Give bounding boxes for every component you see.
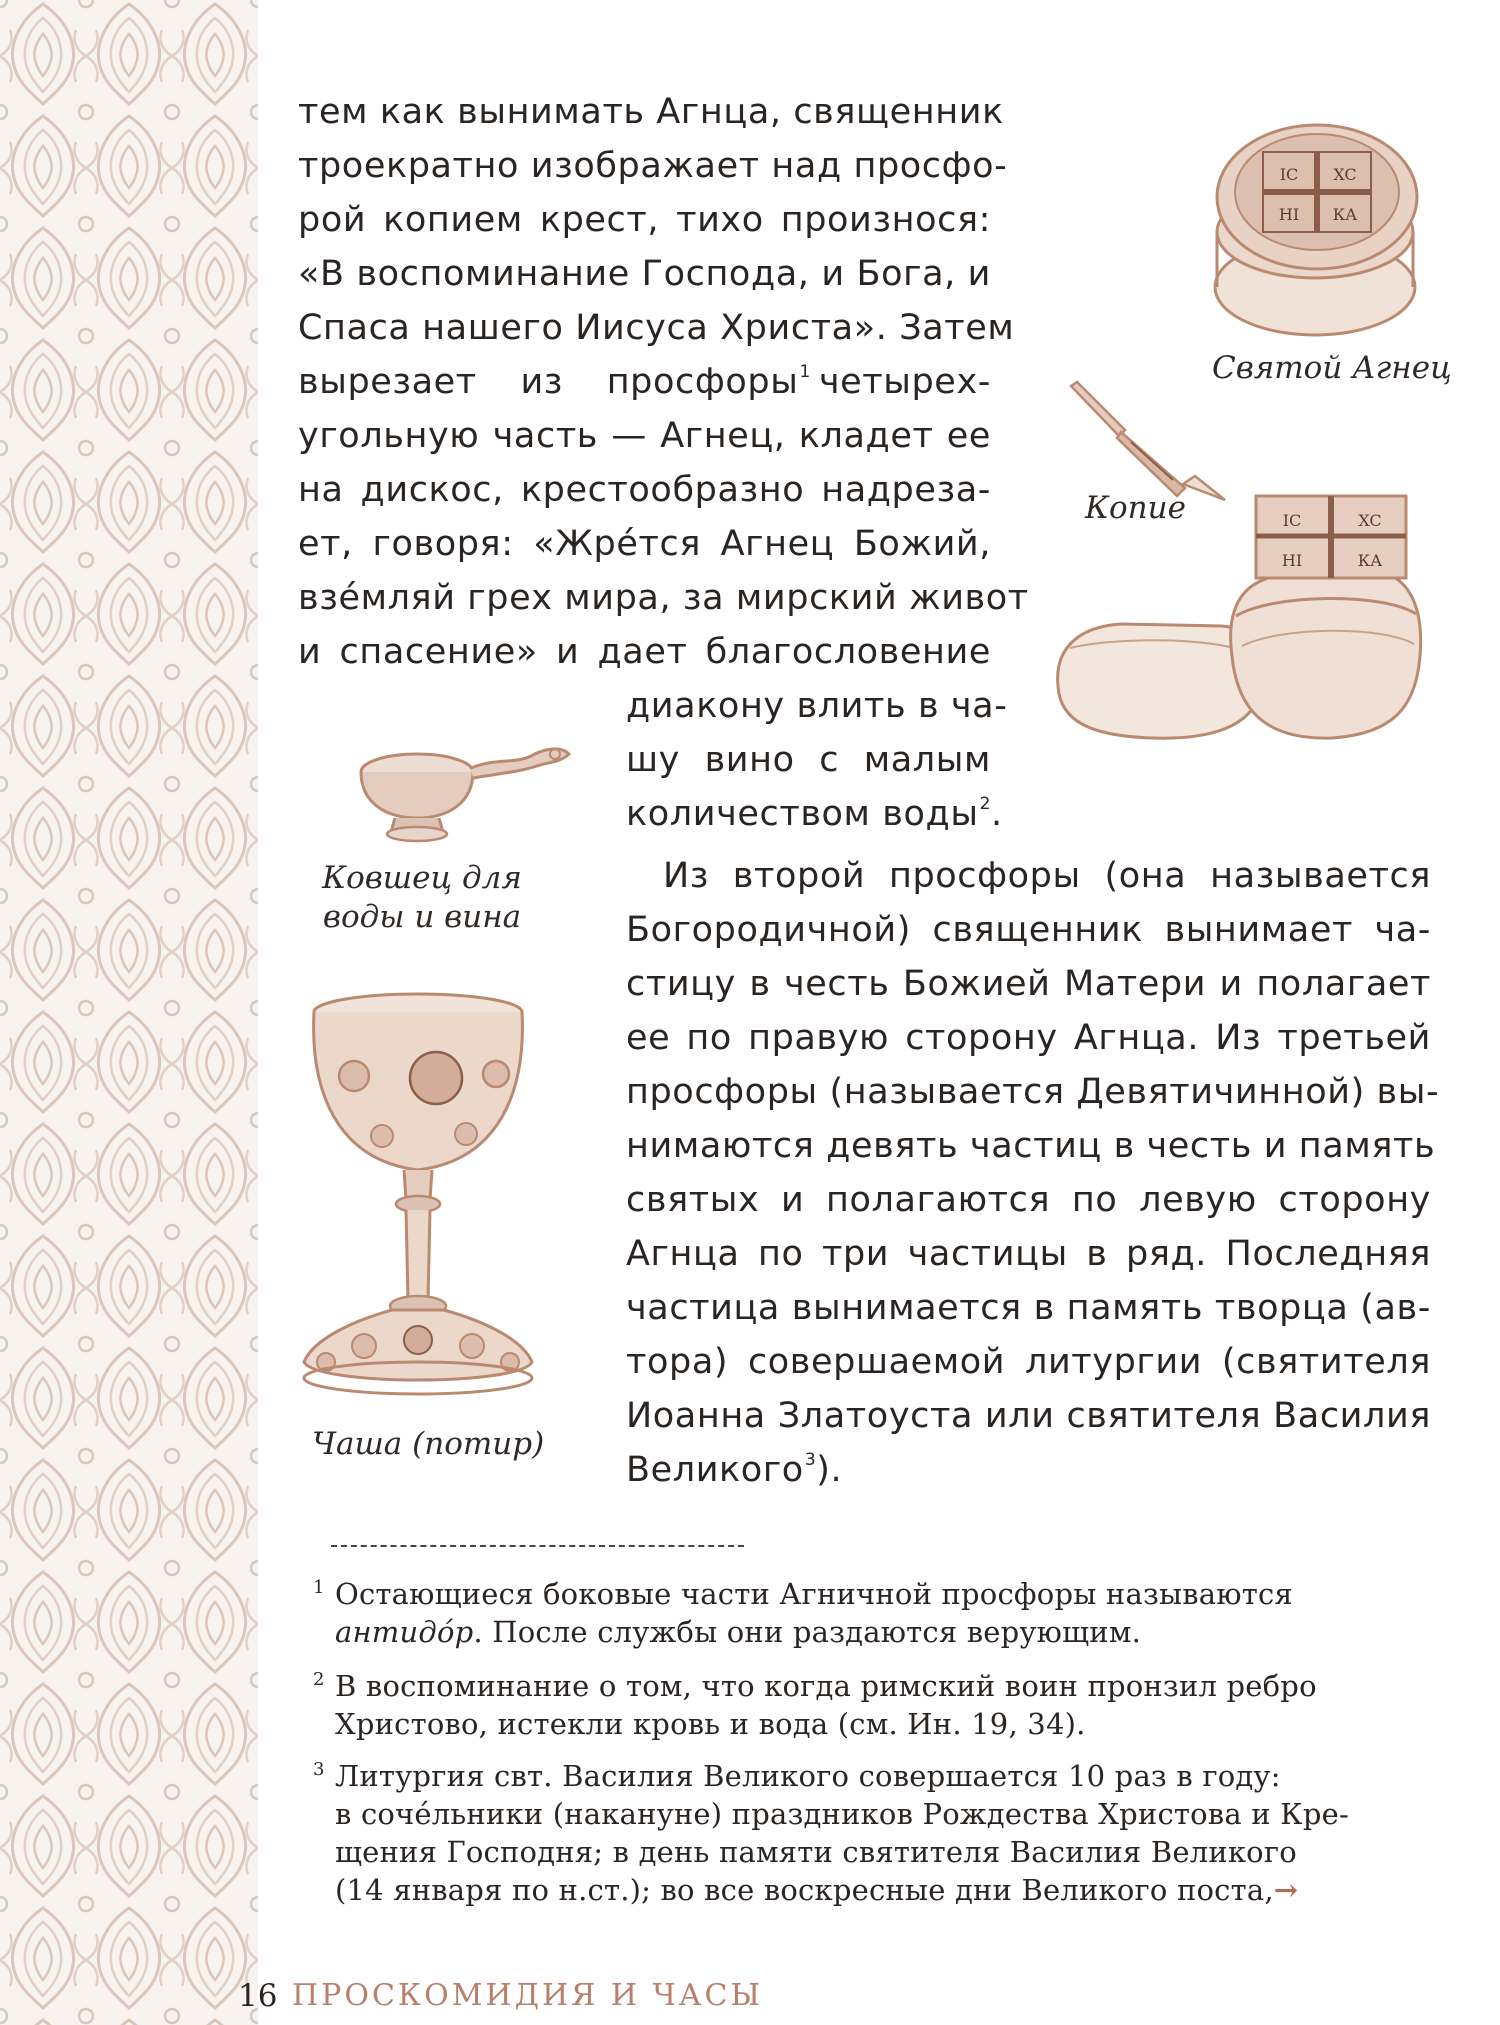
- ornamental-border: [0, 0, 258, 2025]
- text-line: Богородичной) священник вынимает ча-: [626, 910, 1431, 950]
- footnote-1-line: [335, 1612, 1430, 1652]
- text-line: просфоры (называется Девятичинной) вы-: [626, 1072, 1440, 1112]
- text-line: рой копием крест, тихо произнося:: [298, 200, 991, 240]
- seal-letters: XC: [1358, 511, 1382, 530]
- text-line: Иоанна Златоуста или святителя Василия: [626, 1396, 1431, 1436]
- text-fragment: (14 января по н.ст.); во все воскресные дни Великого поста,: [335, 1873, 1274, 1907]
- text-line: ет, говоря: «Жре́тся Агнец Божий,: [298, 524, 991, 564]
- footnote-1-line: Остающиеся боковые части Агничной просфоры называются: [335, 1577, 1293, 1611]
- text-line: святых и полагаются по левую сторону: [626, 1180, 1431, 1220]
- footnote-3-line: щения Господня; в день памяти святителя Василия Великого: [335, 1835, 1297, 1869]
- text-line: троекратно изображает над просфо-: [298, 146, 1008, 186]
- footnote-mark: 2: [313, 1669, 325, 1690]
- text-line: [298, 362, 991, 402]
- text-fragment: вырезает из просфоры: [298, 362, 799, 402]
- text-fragment: . После службы они раздаются верующим.: [473, 1615, 1141, 1649]
- cut-prosphora-illustration: [1052, 476, 1432, 748]
- seal-letters: КА: [1357, 551, 1383, 570]
- footnote-term: антидо́р: [335, 1615, 474, 1649]
- caption-ladle-line1: Ковшец для: [322, 860, 522, 896]
- seal-letters: НI: [1281, 551, 1303, 570]
- footnote-2-line: В воспоминание о том, что когда римский воин пронзил ребро: [335, 1669, 1317, 1703]
- caption-ladle-line2: воды и вина: [322, 899, 522, 935]
- footnote-3-line: [335, 1870, 1430, 1910]
- seal-letters: XC: [1333, 165, 1357, 184]
- footnote-3-line: в соче́льники (накануне) праздников Рождества Христова и Кре-: [335, 1797, 1349, 1831]
- caption-holy-lamb: Святой Агнец: [1212, 350, 1452, 386]
- text-line: взе́мляй грех мира, за мирский живот: [298, 578, 1029, 618]
- footnote-ref[interactable]: 2: [979, 794, 991, 814]
- cut-prosphora-icon: [1052, 476, 1432, 748]
- running-title: ПРОСКОМИДИЯ И ЧАСЫ: [292, 1978, 763, 2013]
- caption-spear: Копие: [1085, 490, 1186, 526]
- text-line: тем как вынимать Агнца, священник: [298, 92, 1004, 132]
- text-line: и спасение» и дает благословение: [298, 632, 991, 672]
- seal-letters: КА: [1332, 205, 1358, 224]
- footnote-ref[interactable]: 3: [804, 1450, 817, 1470]
- prosphora-icon: [1205, 112, 1430, 342]
- chalice-icon: [296, 990, 536, 1400]
- footnote-ref[interactable]: 1: [799, 362, 811, 382]
- text-line: угольную часть — Агнец, кладет ее: [298, 416, 991, 456]
- text-line: количеством воды$^2$.: [626, 794, 1003, 834]
- text-fragment: Великого: [626, 1450, 804, 1490]
- text-line: на дискос, крестообразно надреза-: [298, 470, 991, 510]
- page-number: 16: [238, 1978, 278, 2014]
- text-line: стицу в честь Божией Матери и полагает: [626, 964, 1431, 1004]
- seal-letters: НI: [1278, 205, 1300, 224]
- prosphora-illustration: [1205, 112, 1430, 342]
- footnote-mark: 1: [313, 1577, 325, 1598]
- text-line: тора) совершаемой литургии (святителя: [626, 1342, 1431, 1382]
- seal-letters: IC: [1282, 511, 1302, 530]
- text-fragment: четырех-: [818, 362, 991, 402]
- text-line: частица вынимается в память творца (ав-: [626, 1288, 1431, 1328]
- text-line: «В воспоминание Господа, и Бога, и: [298, 254, 991, 294]
- text-line: Агнца по три частицы в ряд. Последняя: [626, 1234, 1431, 1274]
- ladle-illustration: [355, 736, 575, 846]
- caption-chalice: Чаша (потир): [312, 1426, 545, 1462]
- text-line: шу вино с малым: [626, 740, 991, 780]
- footnote-divider: [331, 1545, 744, 1547]
- text-line: ее по правую сторону Агнца. Из третьей: [626, 1018, 1431, 1058]
- text-line: [626, 1450, 1431, 1490]
- ladle-icon: [355, 736, 575, 846]
- footnote-2-line: Христово, истекли кровь и вода (см. Ин. 19, 34).: [335, 1707, 1086, 1741]
- text-line: диакону влить в ча-: [626, 686, 1008, 726]
- text-fragment: количеством воды: [626, 794, 979, 834]
- text-line: Спаса нашего Иисуса Христа». Затем: [298, 308, 1015, 348]
- text-line: нимаются девять частиц в честь и память: [626, 1126, 1436, 1166]
- footnote-mark: 3: [313, 1759, 325, 1780]
- seal-letters: IC: [1279, 165, 1299, 184]
- chalice-illustration: [296, 990, 536, 1400]
- continue-arrow-icon[interactable]: →: [1273, 1873, 1299, 1907]
- footnote-3-line: Литургия свт. Василия Великого совершается 10 раз в году:: [335, 1759, 1281, 1793]
- text-fragment: ).: [816, 1450, 843, 1490]
- text-line: Из второй просфоры (она называется: [663, 856, 1431, 896]
- ornament-pattern-icon: [0, 0, 258, 2025]
